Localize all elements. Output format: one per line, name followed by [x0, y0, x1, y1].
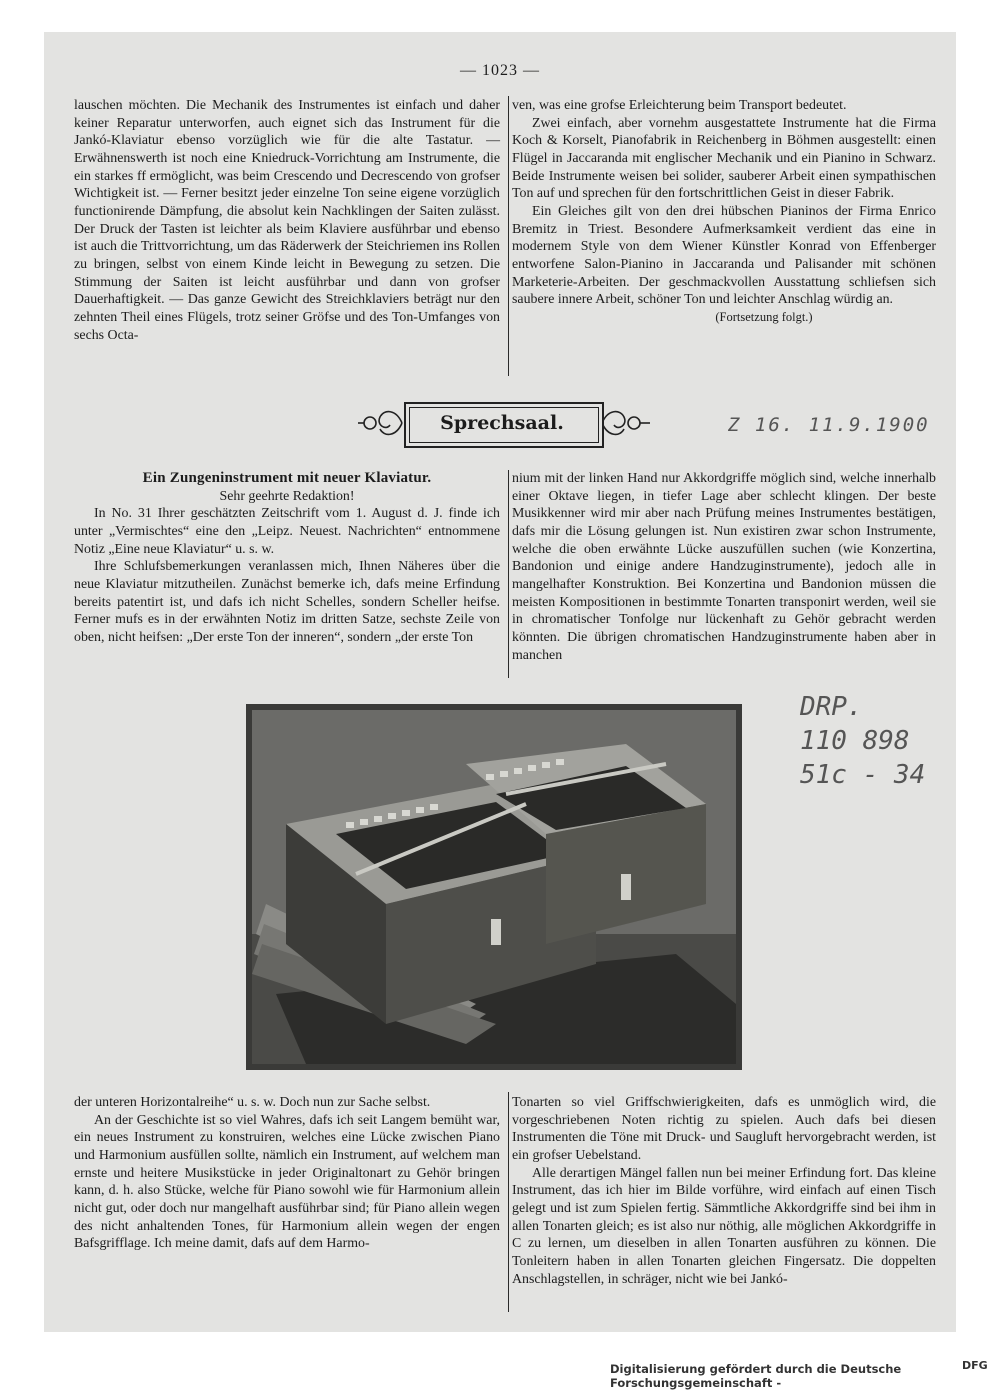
paragraph: Alle derartigen Mängel fallen nun bei meiner Erfindung fort. Das kleine Instrument, das ich hier im Bilde vorführe, wird einfach auf einen Tisch gelegt und ist zum Spielen fertig. Sämmtliche Akkordgriffe sind bei ihm in allen Tonarten gleich; es ist also nur nöthig, alle möglichen Akkordgriffe in C zu lernen, um dieselben in allen Tonarten ausführen zu können. Die Tonleitern haben in allen Tonarten gleichen Fingersatz. Die doppelten Anschlagstellen, in schräger, nicht wie bei Jankó- — [512, 1165, 936, 1287]
mid-right-column — [512, 470, 936, 664]
instrument-photo — [246, 704, 742, 1070]
page-number: — 1023 — — [460, 62, 540, 79]
column-divider — [508, 1092, 509, 1312]
top-left-column — [74, 97, 500, 344]
paragraph: lauschen möchten. Die Mechanik des Instrumentes ist einfach und daher keiner Reparatur unterworfen, auch eignet sich das Instrument für die Jankó-Klaviatur ebenso vorzüglich wie für die alte Tastatur. — Erwähnenswerth ist noch eine Kniedruck-Vorrichtung am Instrumente, die ein starkes ff ermöglicht, was beim Crescendo und Decrescendo von grofser Wichtigkeit ist. — Ferner besitzt jeder einzelne Ton seine eigene vorzüglich functionirende Dämpfung, die absolut kein Nachklingen der Saiten zulässt. Der Druck der Tasten ist leichter als beim Klaviere ausführbar und ebenso ist auch die Trittvorrichtung, um das Räderwerk der Steichriemen ins Rollen zu bringen, selbst von einem Kinde leicht in Bewegung zu setzen. Die Stimmung der Saiten ist leicht ausführbar und dann von grofser Dauerhaftigkeit. — Das ganze Gewicht des Streichklaviers beträgt nur den zehnten Theil eines Flügels, trotz seiner Gröfse und des Ton-Umfanges von sechs Octa- — [74, 98, 500, 343]
continuation-note: (Fortsetzung folgt.) — [715, 309, 813, 324]
footer-credit: Digitalisierung gefördert durch die Deutsche Forschungsgemeinschaft - — [610, 1362, 902, 1390]
bottom-left-column — [74, 1094, 500, 1253]
paragraph: Zwei einfach, aber vornehm ausgestattete Instrumente hat die Firma Koch & Korselt, Pianofabrik in Reichenberg in Böhmen ausgestellt: einen Flügel in Jaccaranda mit englischer Mechanik und ein Pianino in Schwarz. Beide Instrumente weisen bei solider, sauberer Arbeit einen sympathischen Ton auf und sprechen für den fortschrittlichen Geist in dieser Fabrik. — [512, 115, 936, 202]
column-divider — [508, 96, 509, 376]
handwritten-patent-note — [800, 690, 925, 792]
paragraph: Tonarten so viel Griffschwierigkeiten, dafs es unmöglich wird, die vorgeschriebenen Noten richtig zu spielen. Auch dafs bei diesen Instrumenten die Töne mit Druck- und Saugluft hervorgebracht werden, ist ein grofser Uebelstand. — [512, 1095, 936, 1163]
paragraph: nium mit der linken Hand nur Akkordgriffe möglich sind, welche innerhalb einer Oktave liegen, in tiefer Lage aber schlecht klingen. Der beste Musikkenner wird mir aber nach Prüfung meines Instrumentes bestätigen, dafs mir die Lösung gelungen ist. Nun existiren zwar schon Instrumente, welche die oben erwähnte Lücke auszufüllen suchen (wie Konzertina, Bandonion und einige andere Handzuginstrumente), jedoch alle in mangelhafter Konstruktion. Bei Konzertina und Bandonion müssen die meisten Kompositionen in bestimmte Tonarten transponirt werden, weil sie in chromatischer Tonfolge nur lückenhaft zu Gehör gebracht werden könnten. Die übrigen chromatischen Handzuginstrumente haben aber in manchen — [512, 471, 936, 663]
salutation: Sehr geehrte Redaktion! — [219, 488, 355, 504]
column-divider — [508, 470, 509, 678]
paragraph: An der Geschichte ist so viel Wahres, dafs ich seit Langem bemüht war, ein neues Instrument zu konstruiren, welches eine Lücke zwischen Piano und Harmonium ausfüllen sollte, nämlich ein Instrument, auf welchem man ernste und heitere Musikstücke in jeder Originaltonart zu Gehör bringen kann, d. h. also Stücke, welche für Piano sowohl wie für Harmonium allein nicht gut, oder doch nur mangelhaft ausführbar sind; für Piano allein wegen des nicht anhaltenden Tones, für Harmonium allein wegen der engen Bafsgrifflage. Ich meine damit, dafs auf dem Harmo- — [74, 1112, 500, 1252]
instrument-illustration — [246, 704, 742, 1070]
paragraph: Ihre Schlufsbemerkungen veranlassen mich, Ihnen Näheres über die neue Klaviatur mitzutheilen. Zunächst bemerke ich, dafs meine Erfindung bereits patentirt ist, und dafs ich nicht Schelles, sondern Scheller heifse. Ferner mufs es in der erwähnten Notiz im dritten Satze, sechste Zeile von oben, nicht heifsen: „Der erste Ton der inneren“, sondern „der erste Ton — [74, 559, 500, 645]
paragraph: ven, was eine grofse Erleichterung beim Transport bedeutet. — [512, 98, 847, 113]
top-right-column — [512, 97, 936, 327]
article-heading: Ein Zungeninstrument mit neuer Klaviatur. — [142, 470, 432, 486]
handwritten-line: 51c - 34 — [800, 760, 926, 790]
handwritten-line: 110 898 — [800, 726, 910, 756]
handwritten-date: Z 16. 11.9.1900 — [728, 414, 930, 436]
handwritten-line: DRP. — [800, 692, 863, 722]
paragraph: der unteren Horizontalreihe“ u. s. w. Doch nun zur Sache selbst. — [74, 1095, 431, 1110]
mid-left-column — [74, 470, 500, 647]
bottom-right-column — [512, 1094, 936, 1288]
paragraph: Ein Gleiches gilt von den drei hübschen Pianinos der Firma Enrico Bremitz in Triest. Besondere Aufmerksamkeit verdient das eine in modernem Style von dem Wiener Künstler Konrad von Effenberger entworfene Salon-Pianino in Jaccaranda und Palisander mit schönen Marketerie-Arbeiten. Der geschmackvollen Ausstattung schliefsen sich saubere innere Arbeit, schöner Ton und leichter Anschlag würdig an. — [512, 203, 936, 308]
dfg-logo: DFG — [962, 1359, 988, 1372]
section-banner — [356, 399, 666, 449]
section-title: Sprechsaal. — [440, 412, 564, 434]
paragraph: In No. 31 Ihrer geschätzten Zeitschrift vom 1. August d. J. finde ich unter „Vermischtes“ eine den „Leipz. Neuest. Nachrichten“ entnommene Notiz „Eine neue Klaviatur“ u. s. w. — [74, 506, 500, 557]
